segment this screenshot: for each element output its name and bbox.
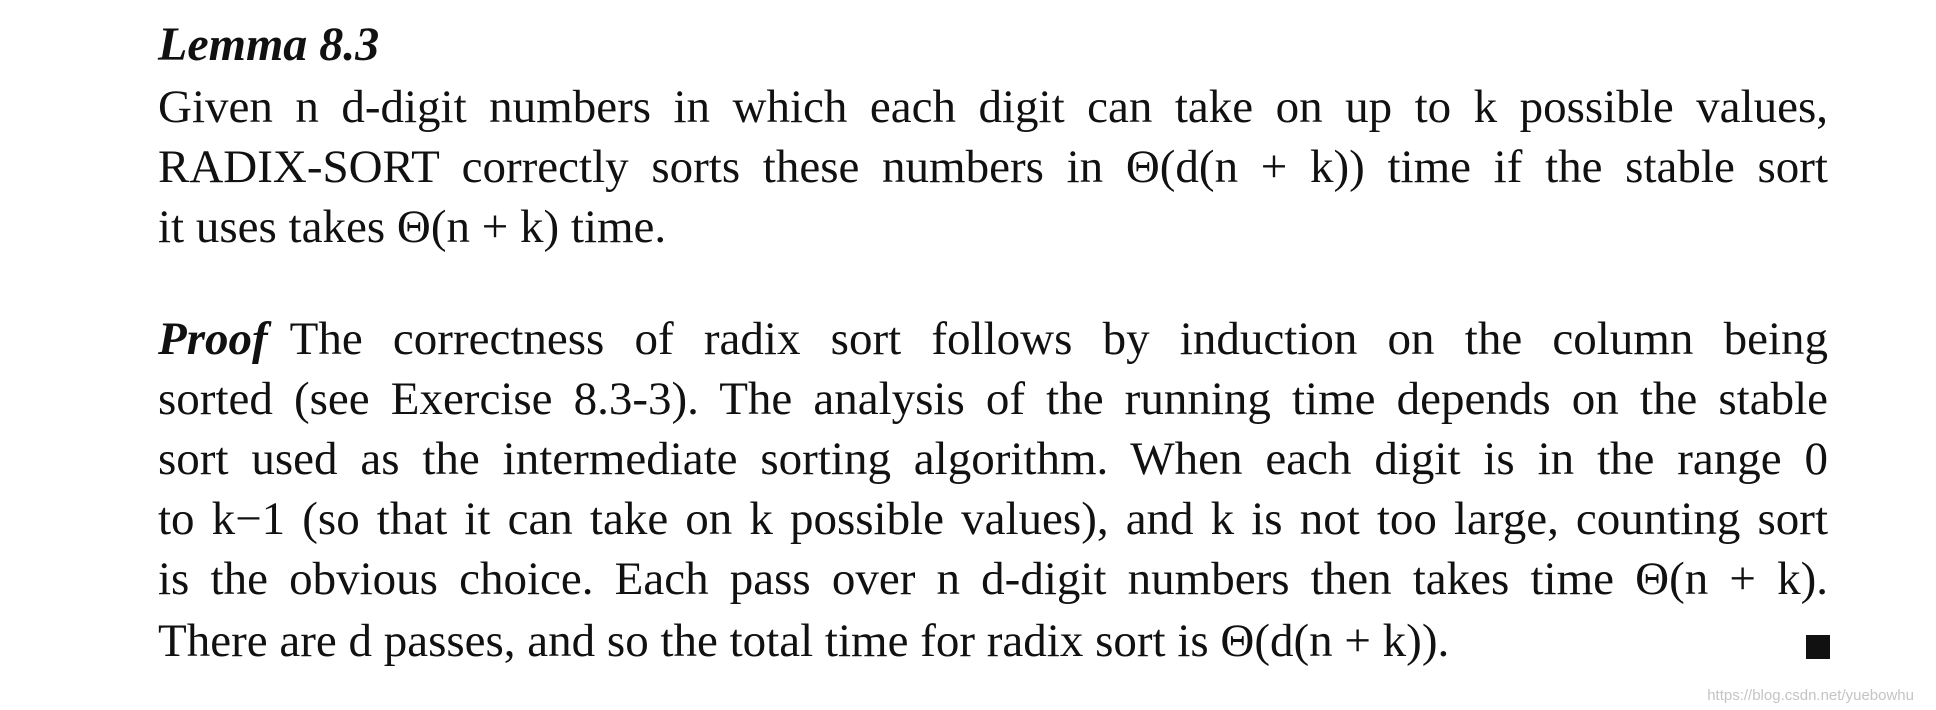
lemma-heading: Lemma 8.3 bbox=[158, 18, 380, 71]
proof-line-1-text: The correctness of radix sort follows by induction on the column being bbox=[289, 313, 1828, 365]
proof-line-3: sort used as the intermediate sorting algorithm. When each digit is in the range 0 bbox=[158, 433, 1828, 485]
lemma-line-3: it uses takes Θ(n + k) time. bbox=[158, 201, 667, 253]
qed-square-icon bbox=[1806, 635, 1830, 659]
proof-line-2: sorted (see Exercise 8.3-3). The analysis of the running time depends on the stable bbox=[158, 373, 1828, 425]
proof-line-5: is the obvious choice. Each pass over n d-digit numbers then takes time Θ(n + k). bbox=[158, 553, 1828, 605]
lemma-line-1: Given n d-digit numbers in which each digit can take on up to k possible values, bbox=[158, 81, 1828, 133]
proof-line-6: There are d passes, and so the total time for radix sort is Θ(d(n + k)). bbox=[158, 615, 1450, 667]
source-watermark: https://blog.csdn.net/yuebowhu bbox=[1707, 687, 1914, 704]
proof-label: Proof bbox=[158, 313, 268, 365]
proof-line-4: to k−1 (so that it can take on k possible values), and k is not too large, counting sort bbox=[158, 493, 1828, 545]
lemma-line-2: RADIX-SORT correctly sorts these numbers in Θ(d(n + k)) time if the stable sort bbox=[158, 141, 1828, 193]
proof-line-1 bbox=[158, 308, 1828, 370]
